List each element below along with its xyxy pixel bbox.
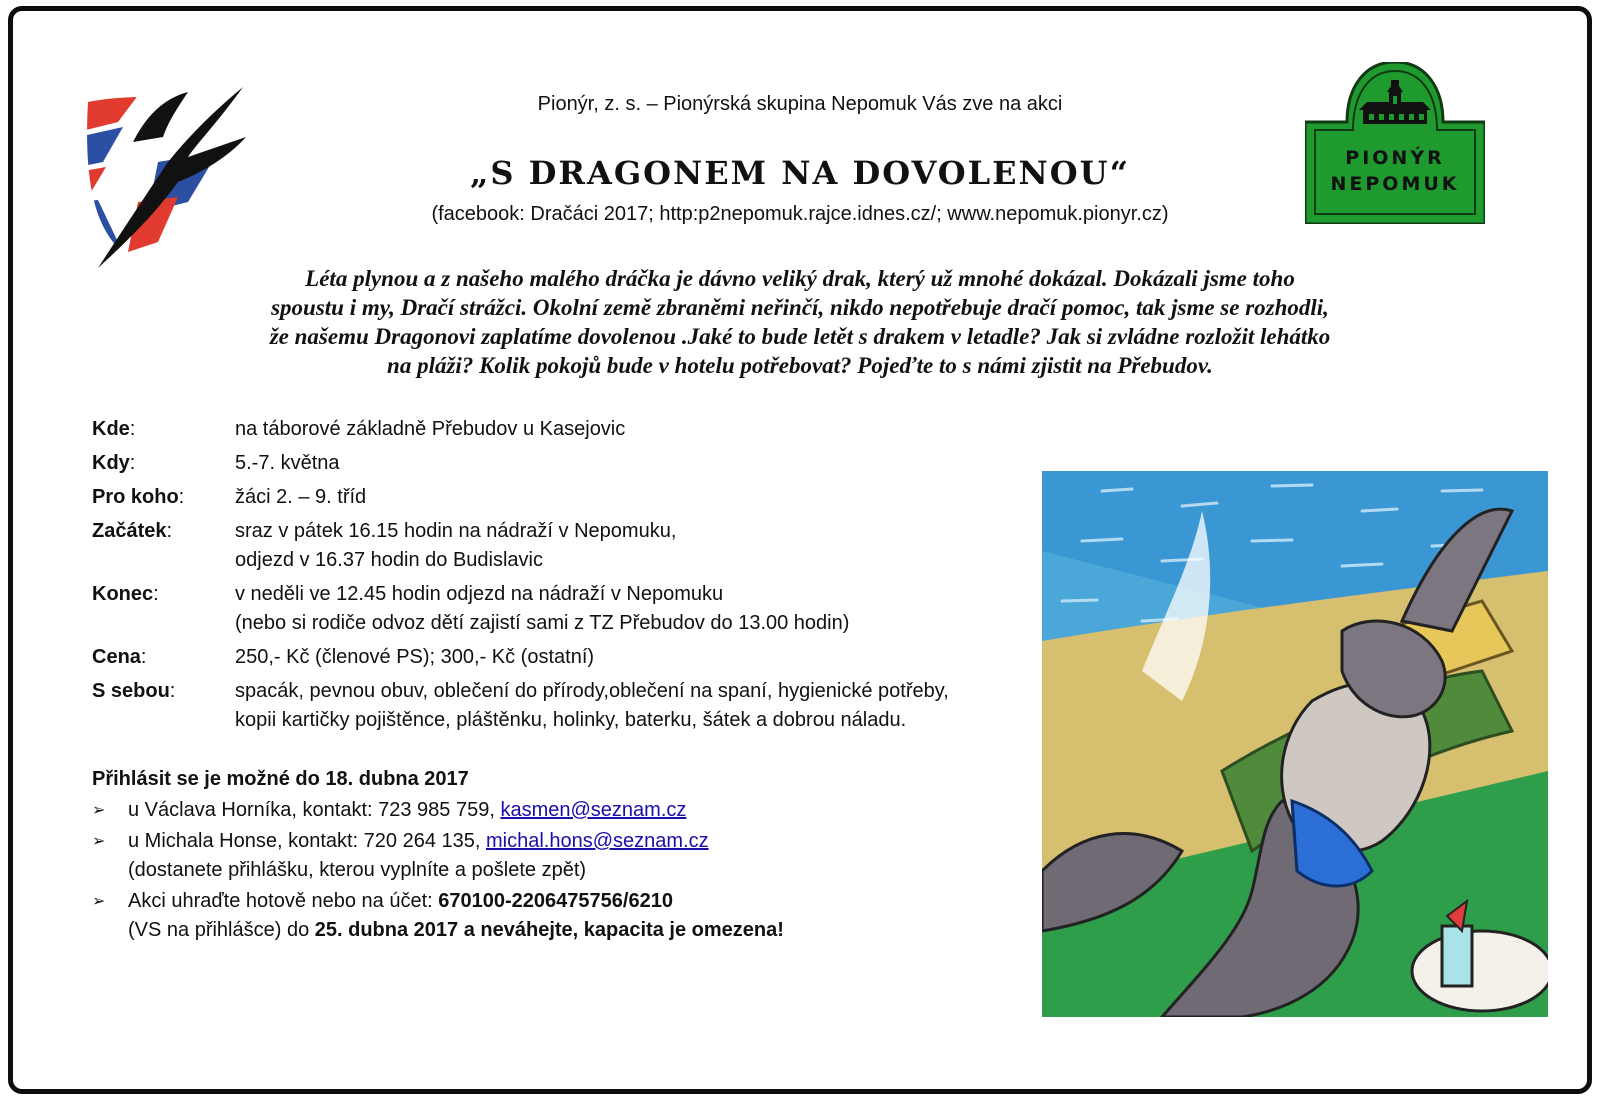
detail-row-kde (92, 415, 1052, 444)
email-link-hons[interactable]: michal.hons@seznam.cz (486, 830, 709, 852)
email-link-kasmen[interactable]: kasmen@seznam.cz (500, 799, 687, 821)
arrow-bullet-icon: ➢ (92, 833, 106, 850)
detail-row-konec (92, 580, 1052, 638)
detail-label: Pro koho: (92, 486, 185, 508)
signup-item: ➢ Akci uhraďte hotově nebo na účet: 670100-2206475756/6210 (VS na přihlášce) do 25. dubna 2017 a neváhejte, kapacita je omezena! (92, 887, 1012, 945)
event-title: „S DRAGONEM NA DOVOLENOU“ (470, 154, 1130, 192)
intro-line: že našemu Dragonovi zaplatíme dovolenou .Jaké to bude letět s drakem v letadle? Jak si zvládne rozložit lehátko (269, 324, 1331, 349)
detail-value: 5.-7. května (235, 452, 340, 474)
detail-value: v neděli ve 12.45 hodin odjezd na nádraží v Nepomuku (nebo si rodiče odvoz dětí zajistí sami z TZ Přebudov do 13.00 hodin) (235, 583, 850, 634)
detail-value: spacák, pevnou obuv, oblečení do přírody,oblečení na spaní, hygienické potřeby, kopii kartičky pojištěnce, pláštěnku, holinky, baterku, šátek a dobrou náladu. (235, 680, 949, 731)
logo-line2: NEPOMUK (1330, 173, 1460, 195)
detail-row-kdy (92, 449, 1052, 478)
intro-paragraph (150, 264, 1450, 380)
detail-row-zacatek (92, 517, 1052, 575)
detail-value: 250,- Kč (členové PS); 300,- Kč (ostatní) (235, 646, 595, 668)
intro-line: na pláži? Kolik pokojů bude v hotelu potřebovat? Pojeďte to s námi zjistit na Přebudov. (387, 353, 1213, 378)
detail-label: S sebou: (92, 680, 176, 702)
logo-line1: PIONÝR (1345, 147, 1445, 169)
signup-item: ➢ u Václava Horníka, kontakt: 723 985 759, kasmen@seznam.cz (92, 796, 1012, 825)
detail-row-pro-koho (92, 483, 1052, 512)
detail-row-cena (92, 643, 1052, 672)
deadline-note: 25. dubna 2017 a neváhejte, kapacita je omezena! (314, 919, 784, 941)
intro-line: Léta plynou a z našeho malého dráčka je dávno veliký drak, který už mnohé dokázal. Dokázali jsme toho (305, 266, 1295, 291)
detail-label: Kde: (92, 418, 136, 440)
pionyr-nepomuk-logo (1305, 62, 1485, 224)
event-details (92, 415, 1052, 740)
signup-note: (dostanete přihlášku, kterou vyplníte a pošlete zpět) (128, 859, 587, 881)
event-subtitle: Pionýr, z. s. – Pionýrská skupina Nepomuk Vás zve na akci (537, 93, 1063, 115)
arrow-bullet-icon: ➢ (92, 893, 106, 910)
signup-heading: Přihlásit se je možné do 18. dubna 2017 (92, 768, 469, 790)
detail-label: Kdy: (92, 452, 136, 474)
detail-value: sraz v pátek 16.15 hodin na nádraží v Nepomuku, odjezd v 16.37 hodin do Budislavic (235, 520, 677, 571)
signup-item: ➢ u Michala Honse, kontakt: 720 264 135, michal.hons@seznam.cz (dostanete přihlášku, kterou vyplníte a pošlete zpět) (92, 827, 1012, 885)
detail-row-s-sebou (92, 677, 1052, 735)
pionyr-swallow-logo (78, 82, 250, 268)
signup-section (92, 765, 1012, 947)
detail-label: Cena: (92, 646, 147, 668)
dragon-vacation-illustration (1042, 471, 1548, 1017)
intro-line: spoustu i my, Dračí strážci. Okolní země zbraněmi neřinčí, nikdo nepotřebuje dračí pomoc, tak jsme se rozhodli, (271, 295, 1329, 320)
detail-value: žáci 2. – 9. tříd (235, 486, 367, 508)
bank-account: 670100-2206475756/6210 (438, 890, 673, 912)
detail-label: Konec: (92, 583, 159, 605)
arrow-bullet-icon: ➢ (92, 802, 106, 819)
event-links: (facebook: Dračáci 2017; http:p2nepomuk.rajce.idnes.cz/; www.nepomuk.pionyr.cz) (431, 203, 1169, 225)
detail-label: Začátek: (92, 520, 173, 542)
detail-value: na táborové základně Přebudov u Kasejovic (235, 418, 626, 440)
